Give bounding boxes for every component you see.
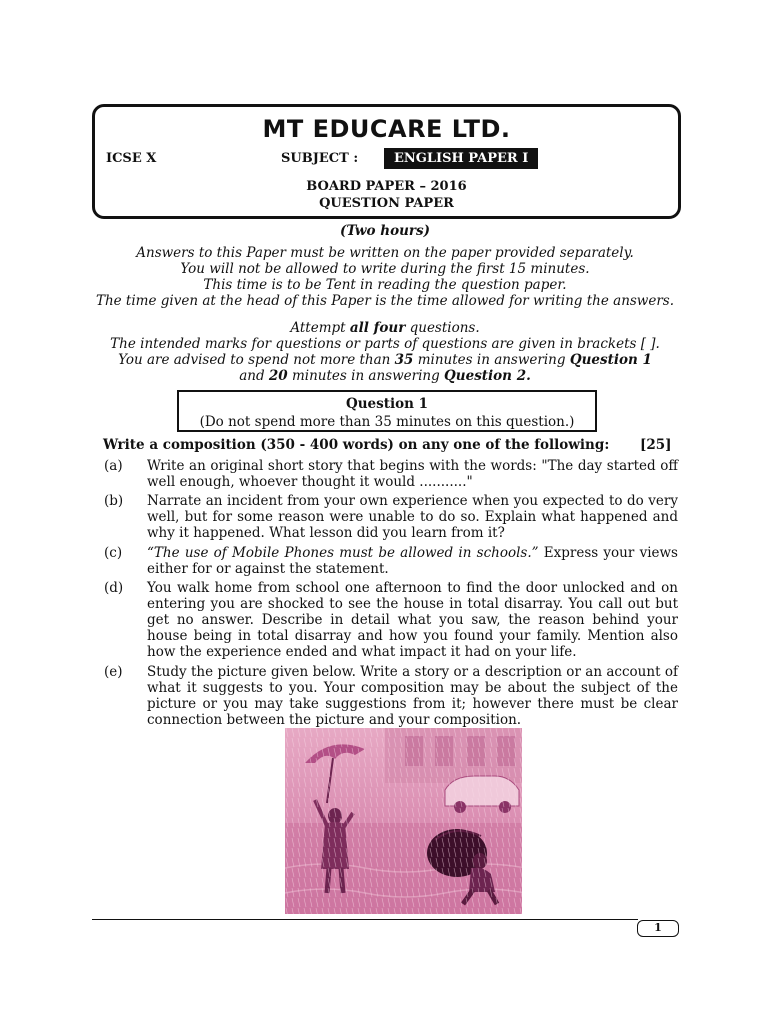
question-1-title: Question 1 bbox=[345, 396, 429, 412]
marks-note: The intended marks for questions or parts of questions are given in brackets [ ]. bbox=[110, 336, 660, 352]
duration: (Two hours) bbox=[339, 223, 430, 239]
rain-picture bbox=[285, 728, 522, 914]
attempt-line: Attempt all four questions. bbox=[290, 320, 480, 336]
class-label: ICSE X bbox=[106, 151, 157, 166]
option-c-label: (c) bbox=[104, 545, 123, 561]
subject-label: SUBJECT : bbox=[281, 151, 359, 166]
time-advice-line-2: and 20 minutes in answering Question 2. bbox=[239, 368, 531, 384]
question-1-box bbox=[177, 390, 597, 432]
option-b-label: (b) bbox=[104, 493, 124, 509]
question-1-note: (Do not spend more than 35 minutes on this question.) bbox=[199, 414, 575, 430]
option-d-label: (d) bbox=[104, 580, 124, 596]
option-b-text: Narrate an incident from your own experience when you expected to do very well, but for some reason were unable to do so. Explain what happened and why it happened. What lesson did you learn from it? bbox=[147, 493, 678, 541]
instruction-line-2: You will not be allowed to write during the first 15 minutes. bbox=[180, 261, 590, 277]
option-d-text: You walk home from school one afternoon to find the door unlocked and on entering you are shocked to see the house in total disarray. You call out but get no answer. Describe in detail what you saw, the reason behind your house being in total disarray and how you found your family. Mention also how the experience ended and what impact it had on your life. bbox=[147, 580, 678, 660]
option-e-text: Study the picture given below. Write a story or a description or an account of what it suggests to you. Your composition may be about the subject of the picture or you may take suggestions from it; however there must be clear connection between the picture and your composition. bbox=[147, 664, 678, 728]
question-paper-title: QUESTION PAPER bbox=[319, 196, 454, 211]
instruction-line-4: The time given at the head of this Paper is the time allowed for writing the answers. bbox=[95, 293, 675, 309]
company-name: MT EDUCARE LTD. bbox=[262, 115, 511, 143]
composition-instruction: Write a composition (350 - 400 words) on any one of the following: bbox=[103, 437, 610, 453]
instruction-line-3: This time is to be Tent in reading the question paper. bbox=[203, 277, 567, 293]
option-a-label: (a) bbox=[104, 458, 123, 474]
option-c-quote: “The use of Mobile Phones must be allowed in schools.” bbox=[147, 545, 539, 561]
time-advice-line-1: You are advised to spend not more than 35 minutes in answering Question 1 bbox=[118, 352, 652, 368]
option-e-label: (e) bbox=[104, 664, 123, 680]
board-paper-title: BOARD PAPER – 2016 bbox=[306, 179, 467, 194]
page-number: 1 bbox=[637, 920, 679, 937]
question-1-marks: [25] bbox=[640, 437, 672, 453]
instruction-line-1: Answers to this Paper must be written on the paper provided separately. bbox=[136, 245, 634, 261]
footer-rule bbox=[92, 919, 638, 920]
option-c-text: “The use of Mobile Phones must be allowed in schools.” Express your views either for or against the statement. bbox=[147, 545, 678, 577]
header-box bbox=[92, 104, 681, 219]
subject-value: ENGLISH PAPER I bbox=[384, 148, 538, 169]
option-a-text: Write an original short story that begins with the words: "The day started off well enough, whoever thought it would ..........." bbox=[147, 458, 678, 490]
